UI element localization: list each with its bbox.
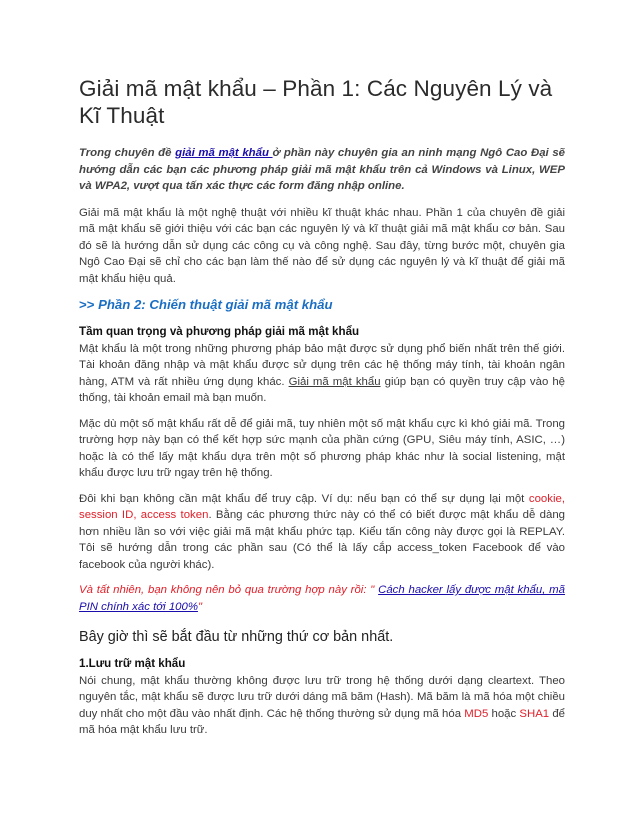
intro-paragraph: Giải mã mật khẩu là một nghệ thuật với nhiều kĩ thuật khác nhau. Phần 1 của chuyên đề giải mã mật khẩu sẽ giới thiệu với các bạn các nguyên lý và kĩ thuật giải mã mật khẩu cơ bản. Sau đó sẽ là hướng dẫn sử dụng các công cụ và công nghệ. Sau đây, từng bước một, chuyên gia Ngô Cao Đại sẽ chỉ cho các bạn làm thế nào để sử dụng các nguyên lý và kĩ thuật để giải mã mật khẩu hiệu quả. [79,206,565,285]
lead-text-before: Trong chuyên đề [79,147,176,159]
sha1-highlight: SHA1 [519,707,550,720]
section2-paragraph-1 [79,673,565,739]
section1-p1-after: giúp bạn có quyền truy cập vào hệ thống, tài khoản email mà bạn muốn. [79,375,566,404]
section2-p1-a: Nói chung, mật khẩu thường không được lưu trữ trong hệ thống dưới dạng cleartext. Theo nguyên tắc, mật khẩu sẽ được lưu trữ dưới dáng mã băm (Hash). Mã băm là mã hóa một chiều duy nhất cho một đầu vào nhất định. Các hệ thống thường sử dụng mã hóa [79,674,565,720]
section1-p1-before: Mật khẩu là một trong những phương pháp bảo mật được sử dụng phổ biến nhất trên thế giới. Tài khoản đăng nhập và mật khẩu được sử dụng trên các hệ thống máy tính, tài khoản ngân hàng, ATM và rất nhiều ứng dụng khác. [79,342,565,388]
hacker-note [79,582,565,615]
section1-paragraph-1 [79,341,565,407]
lead-paragraph [79,145,565,195]
password-crack-inline-link[interactable]: Giải mã mật khẩu [288,375,381,388]
password-cracking-link[interactable]: giải mã mật khẩu [175,147,273,159]
part2-link-label: Phần 2: Chiến thuật giải mã mật khẩu [94,297,333,312]
lead-text-after: ở phần này chuyên gia an ninh mạng Ngô Cao Đại sẽ hướng dẫn các bạn các phương pháp giải mã mật khẩu trên cả Windows và Linux, WEP và WPA2, vượt qua tấn xác thực các form đăng nhập online. [79,147,565,192]
md5-highlight: MD5 [464,707,489,720]
section1-paragraph-2: Mặc dù một số mật khẩu rất dễ để giải mã, tuy nhiên một số mật khẩu cực kì khó giải mã. Trong trường hợp này bạn có thể kết hợp sức mạnh của phần cứng (GPU, Siêu máy tính, ASIC, …) hoặc là có thể lấy mật khẩu dựa trên một số phương pháp khác như là social listening, mật khẩu được lưu trữ ngay trên hệ thống. [79,417,565,479]
note-before: Và tất nhiên, bạn không nên bỏ qua trường hợp này rồi: " [79,584,379,596]
part2-link[interactable] [79,296,565,314]
section2-p1-b: hoặc [488,707,520,720]
section2-p1-c: để mã hóa mật khẩu lưu trữ. [79,707,566,736]
section1-heading: Tầm quan trọng và phương pháp giải mã mật khẩu [79,325,360,338]
cookie-session-highlight: cookie, session ID, access token [79,492,565,521]
start-line: Bây giờ thì sẽ bắt đầu từ những thứ cơ bản nhất. [79,629,394,645]
part2-arrow: >> [79,297,95,312]
note-after: " [197,600,202,613]
section2-heading: 1.Lưu trữ mật khẩu [79,657,186,670]
article-title: Giải mã mật khẩu – Phần 1: Các Nguyên Lý và Kĩ Thuật [79,76,553,128]
section1-paragraph-3 [79,491,565,574]
section1-p3-a: Đôi khi bạn không cần mật khẩu để truy cập. Ví dụ: nếu bạn có thể sự dụng lại một [79,492,529,505]
document-page [79,75,565,748]
section1-p3-b: . Bằng các phương thức này có thể có biết được mật khẩu dễ dàng hơn nhiều lần so với việc giải mã mật khẩu phức tạp. Kiểu tấn công này được gọi là REPLAY. Tôi sẽ hướng dẫn trong các phần sau (Có thể là lấy cắp access_token Facebook để vào facebook của người khác). [79,509,565,571]
hacker-pin-link[interactable]: Cách hacker lấy được mật khẩu, mã PIN chính xác tới 100% [79,584,566,613]
